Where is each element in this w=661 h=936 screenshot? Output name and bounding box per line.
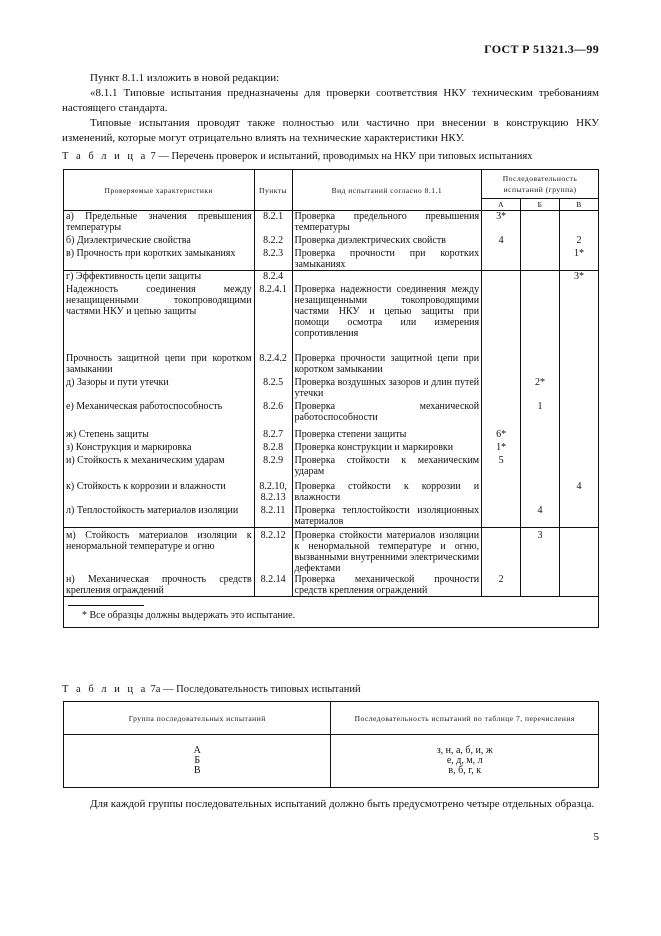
table7-cell-test: Проверка диэлектрических свойств xyxy=(292,233,482,246)
table7-cell-group-b: 3 xyxy=(521,528,560,575)
table7-cell-clause: 8.2.4 xyxy=(254,271,292,283)
table7-cell-group-b xyxy=(521,453,560,477)
table7-cell-clause: 8.2.9 xyxy=(254,453,292,477)
table7a-caption-label: Т а б л и ц а xyxy=(62,684,148,695)
table7-cell-test: Проверка прочности защитной цепи при коротком замыкании xyxy=(292,339,482,375)
table7-cell-clause: 8.2.4.1 xyxy=(254,282,292,339)
table7-header-test-type: Вид испытаний согласно 8.1.1 xyxy=(292,170,482,211)
table7-cell-test: Проверка прочности при коротких замыканиях xyxy=(292,246,482,271)
table7-header-group-a: А xyxy=(482,199,521,211)
table7-cell-clause: 8.2.14 xyxy=(254,574,292,597)
table-row xyxy=(64,211,599,234)
table7-cell-characteristic: к) Стойкость к коррозии и влажности xyxy=(64,477,255,503)
table7-cell-group-b xyxy=(521,211,560,234)
table7-cell-characteristic: и) Стойкость к механическим ударам xyxy=(64,453,255,477)
closing-paragraph: Для каждой группы последовательных испытаний должно быть предусмотрено четыре отдельных образца. xyxy=(90,798,595,810)
page-number: 5 xyxy=(593,831,599,843)
table7-cell-characteristic: г) Эффективность цепи защиты xyxy=(64,271,255,283)
table7-cell-group-v xyxy=(560,423,599,440)
table7-cell-group-a: 4 xyxy=(482,233,521,246)
intro-paragraph-1: Пункт 8.1.1 изложить в новой редакции: xyxy=(90,72,280,84)
table7-cell-group-b xyxy=(521,440,560,453)
table7-header-group-b: Б xyxy=(521,199,560,211)
table7-cell-group-b: 2* xyxy=(521,375,560,399)
table7-header-characteristics: Проверяемые характеристики xyxy=(64,170,255,211)
table7-cell-group-a: 2 xyxy=(482,574,521,597)
table7-cell-group-b: 1 xyxy=(521,399,560,423)
table7-cell-test: Проверка теплостойкости изоляционных материалов xyxy=(292,503,482,528)
table7a-sequence: е, д, м, л xyxy=(446,755,483,766)
table7-cell-characteristic: л) Теплостойкость материалов изоляции xyxy=(64,503,255,528)
table7-footnote: * Все образцы должны выдержать это испытание. xyxy=(82,610,296,621)
table7-cell-clause: 8.2.11 xyxy=(254,503,292,528)
footnote-rule xyxy=(68,605,144,606)
table7-cell-test: Проверка стойкости материалов изоляции к ненормальной температуре и огню, вызванными внутренними электрическими дефектами xyxy=(292,528,482,575)
table7a-group: А xyxy=(193,745,201,756)
table7-cell-group-a xyxy=(482,528,521,575)
table7-cell-group-b xyxy=(521,282,560,339)
table7a-caption xyxy=(62,684,361,695)
table7-cell-group-b: 4 xyxy=(521,503,560,528)
table7-cell-clause: 8.2.6 xyxy=(254,399,292,423)
table7-cell-group-v: 4 xyxy=(560,477,599,503)
table7-cell-group-v: 1* xyxy=(560,246,599,271)
table7-cell-group-a xyxy=(482,477,521,503)
table7-cell-group-v xyxy=(560,375,599,399)
table7-cell-clause: 8.2.7 xyxy=(254,423,292,440)
table7-cell-characteristic: д) Зазоры и пути утечки xyxy=(64,375,255,399)
table-row xyxy=(64,246,599,271)
table7-cell-group-v xyxy=(560,528,599,575)
table7-cell-group-a: 3* xyxy=(482,211,521,234)
table7-cell-group-a xyxy=(482,339,521,375)
table7a-sequences-cell xyxy=(331,735,599,788)
table7-cell-characteristic: Надежность соединения между незащищенными токопроводящими частями НКУ и цепью защиты xyxy=(64,282,255,339)
table7a-group: В xyxy=(193,765,201,776)
table7-cell-clause: 8.2.10, 8.2.13 xyxy=(254,477,292,503)
table-row xyxy=(64,528,599,575)
table7a-groups-cell xyxy=(64,735,331,788)
table7-header-group-v: В xyxy=(560,199,599,211)
table7-cell-clause: 8.2.2 xyxy=(254,233,292,246)
table-row xyxy=(64,375,599,399)
table7-cell-test: Проверка конструкции и маркировки xyxy=(292,440,482,453)
table7-cell-group-v xyxy=(560,399,599,423)
table7-cell-clause: 8.2.8 xyxy=(254,440,292,453)
table7-cell-clause: 8.2.5 xyxy=(254,375,292,399)
table7-cell-characteristic: н) Механическая прочность средств крепления ограждений xyxy=(64,574,255,597)
table7-cell-group-a xyxy=(482,399,521,423)
table7-cell-test: Проверка предельного превышения температуры xyxy=(292,211,482,234)
table7-cell-group-v: 2 xyxy=(560,233,599,246)
table7-cell-group-b xyxy=(521,574,560,597)
table7-cell-group-a xyxy=(482,271,521,283)
table7-cell-clause: 8.2.1 xyxy=(254,211,292,234)
table7-cell-group-b xyxy=(521,423,560,440)
table7-cell-test: Проверка надежности соединения между незащищенными токопроводящими частями НКУ и цепью защиты при помощи осмотра или измерения сопротивления xyxy=(292,282,482,339)
table7-cell-characteristic: а) Предельные значения превышения температуры xyxy=(64,211,255,234)
table-row xyxy=(64,233,599,246)
table7-cell-group-b xyxy=(521,271,560,283)
intro-paragraph-3: Типовые испытания проводят также полностью или частично при внесении в конструкцию НКУ изменений, которые могут отрицательно влиять на технические характеристики НКУ. xyxy=(62,117,599,144)
table7-cell-group-b xyxy=(521,233,560,246)
table7-cell-group-v xyxy=(560,339,599,375)
table7-cell-group-v xyxy=(560,453,599,477)
table7a-caption-text: — Последовательность типовых испытаний xyxy=(162,684,361,695)
table7-cell-characteristic: з) Конструкция и маркировка xyxy=(64,440,255,453)
table7a-sequence: в, б, г, к xyxy=(448,765,482,776)
table7-footnote-cell xyxy=(64,597,599,628)
table-row xyxy=(64,477,599,503)
table-row xyxy=(64,503,599,528)
table7-cell-test xyxy=(292,271,482,283)
table7-cell-group-a: 5 xyxy=(482,453,521,477)
table7-header-clauses: Пункты xyxy=(254,170,292,211)
table7-cell-group-b xyxy=(521,477,560,503)
table7-cell-test: Проверка механической работоспособности xyxy=(292,399,482,423)
table7-cell-group-a xyxy=(482,246,521,271)
table7-cell-group-v xyxy=(560,440,599,453)
table7-header-sequence: Последовательность испытаний (группа) xyxy=(482,170,599,199)
table7-cell-group-v xyxy=(560,211,599,234)
table7-cell-group-b xyxy=(521,339,560,375)
table7-cell-test: Проверка воздушных зазоров и длин путей утечки xyxy=(292,375,482,399)
table7a-header-group: Группа последовательных испытаний xyxy=(64,702,331,735)
table7a-sequence: з, н, а, б, и, ж xyxy=(436,745,493,756)
table7-cell-test: Проверка стойкости к коррозии и влажности xyxy=(292,477,482,503)
table7 xyxy=(63,169,599,628)
table7-cell-group-v xyxy=(560,282,599,339)
table-row xyxy=(64,339,599,375)
table7-cell-characteristic: в) Прочность при коротких замыканиях xyxy=(64,246,255,271)
document-header: ГОСТ Р 51321.3—99 xyxy=(484,42,599,56)
table7a-header-sequence: Последовательность испытаний по таблице 7, перечисления xyxy=(331,702,599,735)
table7-cell-group-a: 1* xyxy=(482,440,521,453)
table-row xyxy=(64,282,599,339)
table7-cell-group-v xyxy=(560,503,599,528)
table-row xyxy=(64,423,599,440)
table-row xyxy=(64,271,599,283)
table-row xyxy=(64,453,599,477)
table-row xyxy=(64,440,599,453)
table7-cell-group-b xyxy=(521,246,560,271)
table7-cell-characteristic: е) Механическая работоспособность xyxy=(64,399,255,423)
table7a-group: Б xyxy=(194,755,201,766)
table7-cell-group-a xyxy=(482,282,521,339)
table7-caption xyxy=(62,151,532,162)
table7-cell-clause: 8.2.12 xyxy=(254,528,292,575)
table7-cell-clause: 8.2.3 xyxy=(254,246,292,271)
table7-cell-group-a: 6* xyxy=(482,423,521,440)
table7-caption-label: Т а б л и ц а xyxy=(62,151,148,162)
table7-cell-group-a xyxy=(482,503,521,528)
table7-cell-characteristic: ж) Степень защиты xyxy=(64,423,255,440)
table7-cell-group-a xyxy=(482,375,521,399)
table7-cell-group-v xyxy=(560,574,599,597)
table7-caption-number: 7 xyxy=(150,151,156,162)
table7-cell-characteristic: Прочность защитной цепи при коротком замыкании xyxy=(64,339,255,375)
intro-paragraph-2: «8.1.1 Типовые испытания предназначены для проверки соответствия НКУ техническим требованиям настоящего стандарта. xyxy=(62,87,599,114)
table7-cell-test: Проверка стойкости к механическим ударам xyxy=(292,453,482,477)
table7-cell-characteristic: б) Диэлектрические свойства xyxy=(64,233,255,246)
table7a-caption-number: 7а xyxy=(150,684,161,695)
table7-cell-characteristic: м) Стойкость материалов изоляции к ненормальной температуре и огню xyxy=(64,528,255,575)
table7-cell-clause: 8.2.4.2 xyxy=(254,339,292,375)
table7-cell-test: Проверка механической прочности средств крепления ограждений xyxy=(292,574,482,597)
table-row xyxy=(64,399,599,423)
table7-cell-test: Проверка степени защиты xyxy=(292,423,482,440)
table7-caption-text: — Перечень проверок и испытаний, проводимых на НКУ при типовых испытаниях xyxy=(158,151,533,162)
table-row xyxy=(64,574,599,597)
table7a xyxy=(63,701,599,788)
table7-cell-group-v: 3* xyxy=(560,271,599,283)
